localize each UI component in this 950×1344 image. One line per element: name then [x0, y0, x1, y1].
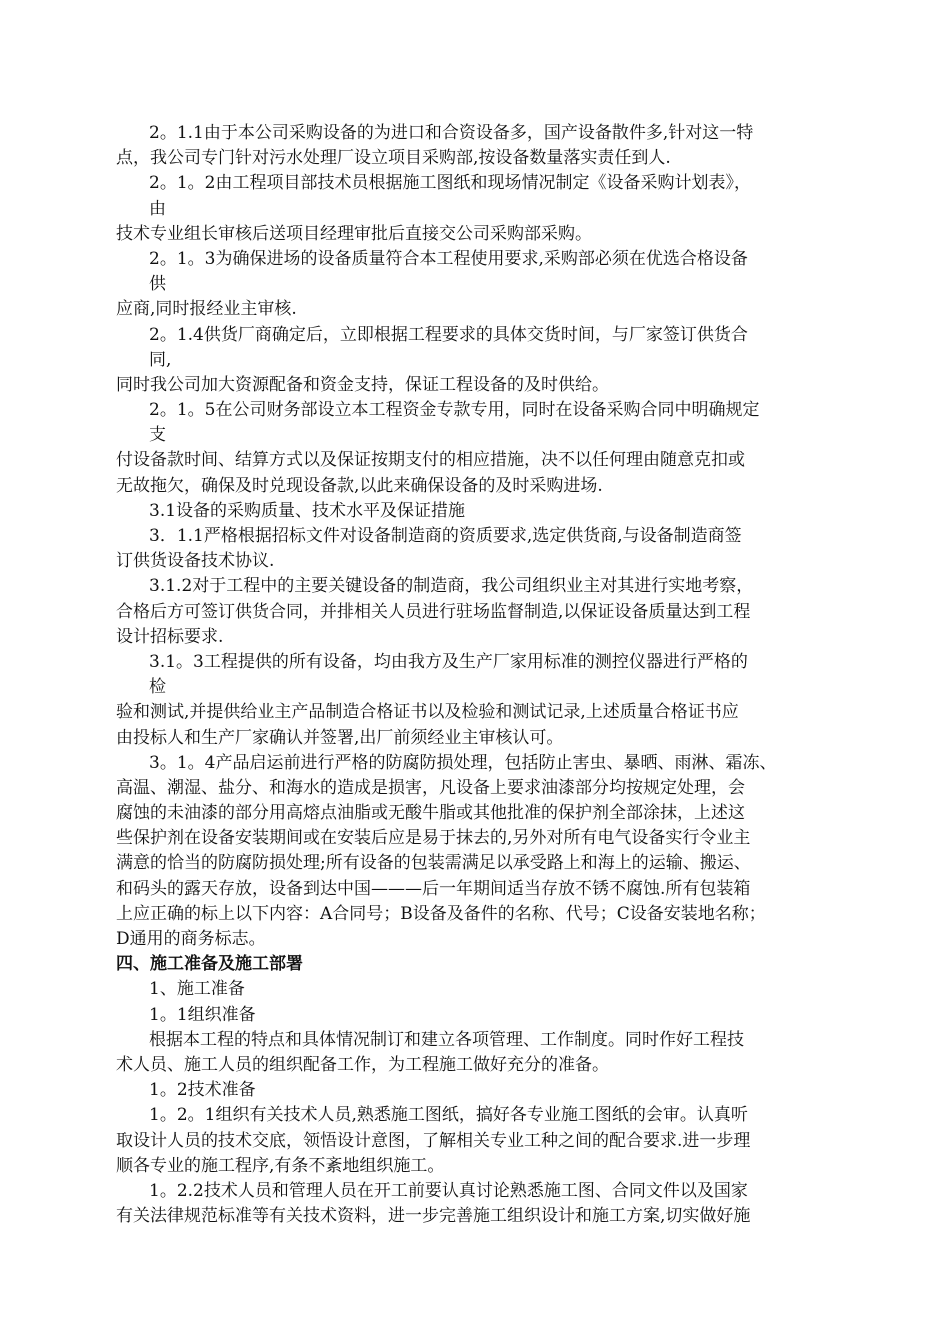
paragraph-line: 供 — [149, 274, 166, 295]
paragraph-line: 设计招标要求. — [116, 626, 224, 647]
paragraph-line: 取设计人员的技术交底，领悟设计意图，了解相关专业工种之间的配合要求.进一步理 — [116, 1130, 751, 1151]
section-heading: 1。2技术准备 — [149, 1080, 256, 1101]
paragraph-line: 付设备款时间、结算方式以及保证按期支付的相应措施，决不以任何理由随意克扣或 — [116, 450, 745, 471]
paragraph-line: 验和测试,并提供给业主产品制造合格证书以及检验和测试记录,上述质量合格证书应 — [116, 702, 739, 723]
paragraph-line: 应商,同时报经业主审核. — [116, 299, 297, 320]
paragraph-line: 合格后方可签订供货合同，并排相关人员进行驻场监督制造,以保证设备质量达到工程 — [116, 601, 751, 622]
paragraph-line: 高温、潮湿、盐分、和海水的造成是损害，凡设备上要求油漆部分均按规定处理，会 — [116, 777, 745, 798]
paragraph-line: 上应正确的标上以下内容：A合同号；B设备及备件的名称、代号；C设备安装地名称； — [116, 903, 766, 924]
paragraph-line: 有关法律规范标准等有关技术资料，进一步完善施工组织设计和施工方案,切实做好施 — [116, 1206, 751, 1227]
paragraph-line: 满意的恰当的防腐防损处理;所有设备的包装需满足以承受路上和海上的运输、搬运、 — [116, 853, 751, 874]
paragraph-line: 3．1.1严格根据招标文件对设备制造商的资质要求,选定供货商,与设备制造商签 — [149, 526, 742, 546]
paragraph-line: 2。1。2由工程项目部技术员根据施工图纸和现场情况制定《设备采购计划表》， — [149, 173, 751, 194]
paragraph-line: 2。1.1由于本公司采购设备的为进口和合资设备多，国产设备散件多,针对这一特 — [149, 123, 754, 143]
section-heading: 1、施工准备 — [149, 979, 245, 1000]
paragraph-line: 支 — [149, 425, 166, 446]
paragraph-line: 2。1。3为确保进场的设备质量符合本工程使用要求,采购部必须在优选合格设备 — [149, 248, 748, 269]
paragraph-line: 由投标人和生产厂家确认并签署,出厂前须经业主审核认可。 — [116, 727, 564, 748]
paragraph-line: 3.1。3工程提供的所有设备，均由我方及生产厂家用标准的测控仪器进行严格的 — [149, 651, 748, 672]
paragraph-line: 2。1.4供货厂商确定后，立即根据工程要求的具体交货时间，与厂家签订供货合 — [149, 324, 748, 345]
paragraph-line: 无故拖欠，确保及时兑现设备款,以此来确保设备的及时采购进场. — [116, 475, 603, 496]
paragraph-line: 顺各专业的施工程序,有条不紊地组织施工。 — [116, 1155, 445, 1176]
paragraph-line: 由 — [149, 198, 166, 219]
paragraph-line: 根据本工程的特点和具体情况制订和建立各项管理、工作制度。同时作好工程技 — [149, 1029, 744, 1050]
paragraph-line: 3.1.2对于工程中的主要关键设备的制造商，我公司组织业主对其进行实地考察， — [149, 576, 754, 597]
paragraph-line: 3。1。4产品启运前进行严格的防腐防损处理，包括防止害虫、暴晒、雨淋、霜冻、 — [149, 752, 777, 773]
paragraph-line: D通用的商务标志。 — [116, 929, 266, 949]
paragraph-line: 同, — [149, 349, 172, 370]
paragraph-line: 1。2.2技术人员和管理人员在开工前要认真讨论熟悉施工图、合同文件以及国家 — [149, 1180, 748, 1201]
paragraph-line: 检 — [149, 677, 166, 698]
paragraph-line: 1。2。1组织有关技术人员,熟悉施工图纸，搞好各专业施工图纸的会审。认真听 — [149, 1105, 748, 1126]
section-heading: 1。1组织准备 — [149, 1004, 256, 1025]
document-body — [116, 121, 840, 1229]
paragraph-line: 同时我公司加大资源配备和资金支持，保证工程设备的及时供给。 — [116, 374, 609, 395]
paragraph-line: 订供货设备技术协议. — [116, 551, 275, 572]
section-heading: 3.1设备的采购质量、技术水平及保证措施 — [149, 500, 466, 521]
paragraph-line: 腐蚀的未油漆的部分用高熔点油脂或无酸牛脂或其他批准的保护剂全部涂抹，上述这 — [116, 803, 745, 824]
paragraph-line: 和码头的露天存放，设备到达中国———后一年期间适当存放不锈不腐蚀.所有包装箱 — [116, 878, 751, 899]
paragraph-line: 些保护剂在设备安装期间或在安装后应是易于抹去的,另外对所有电气设备实行令业主 — [116, 828, 751, 849]
chapter-heading: 四、施工准备及施工部署 — [116, 954, 303, 975]
paragraph-line: 点，我公司专门针对污水处理厂设立项目采购部,按设备数量落实责任到人. — [116, 148, 671, 169]
paragraph-line: 术人员、施工人员的组织配备工作，为工程施工做好充分的准备。 — [116, 1054, 609, 1075]
paragraph-line: 2。1。5在公司财务部设立本工程资金专款专用，同时在设备采购合同中明确规定 — [149, 400, 760, 421]
paragraph-line: 技术专业组长审核后送项目经理审批后直接交公司采购部采购。 — [116, 223, 592, 244]
